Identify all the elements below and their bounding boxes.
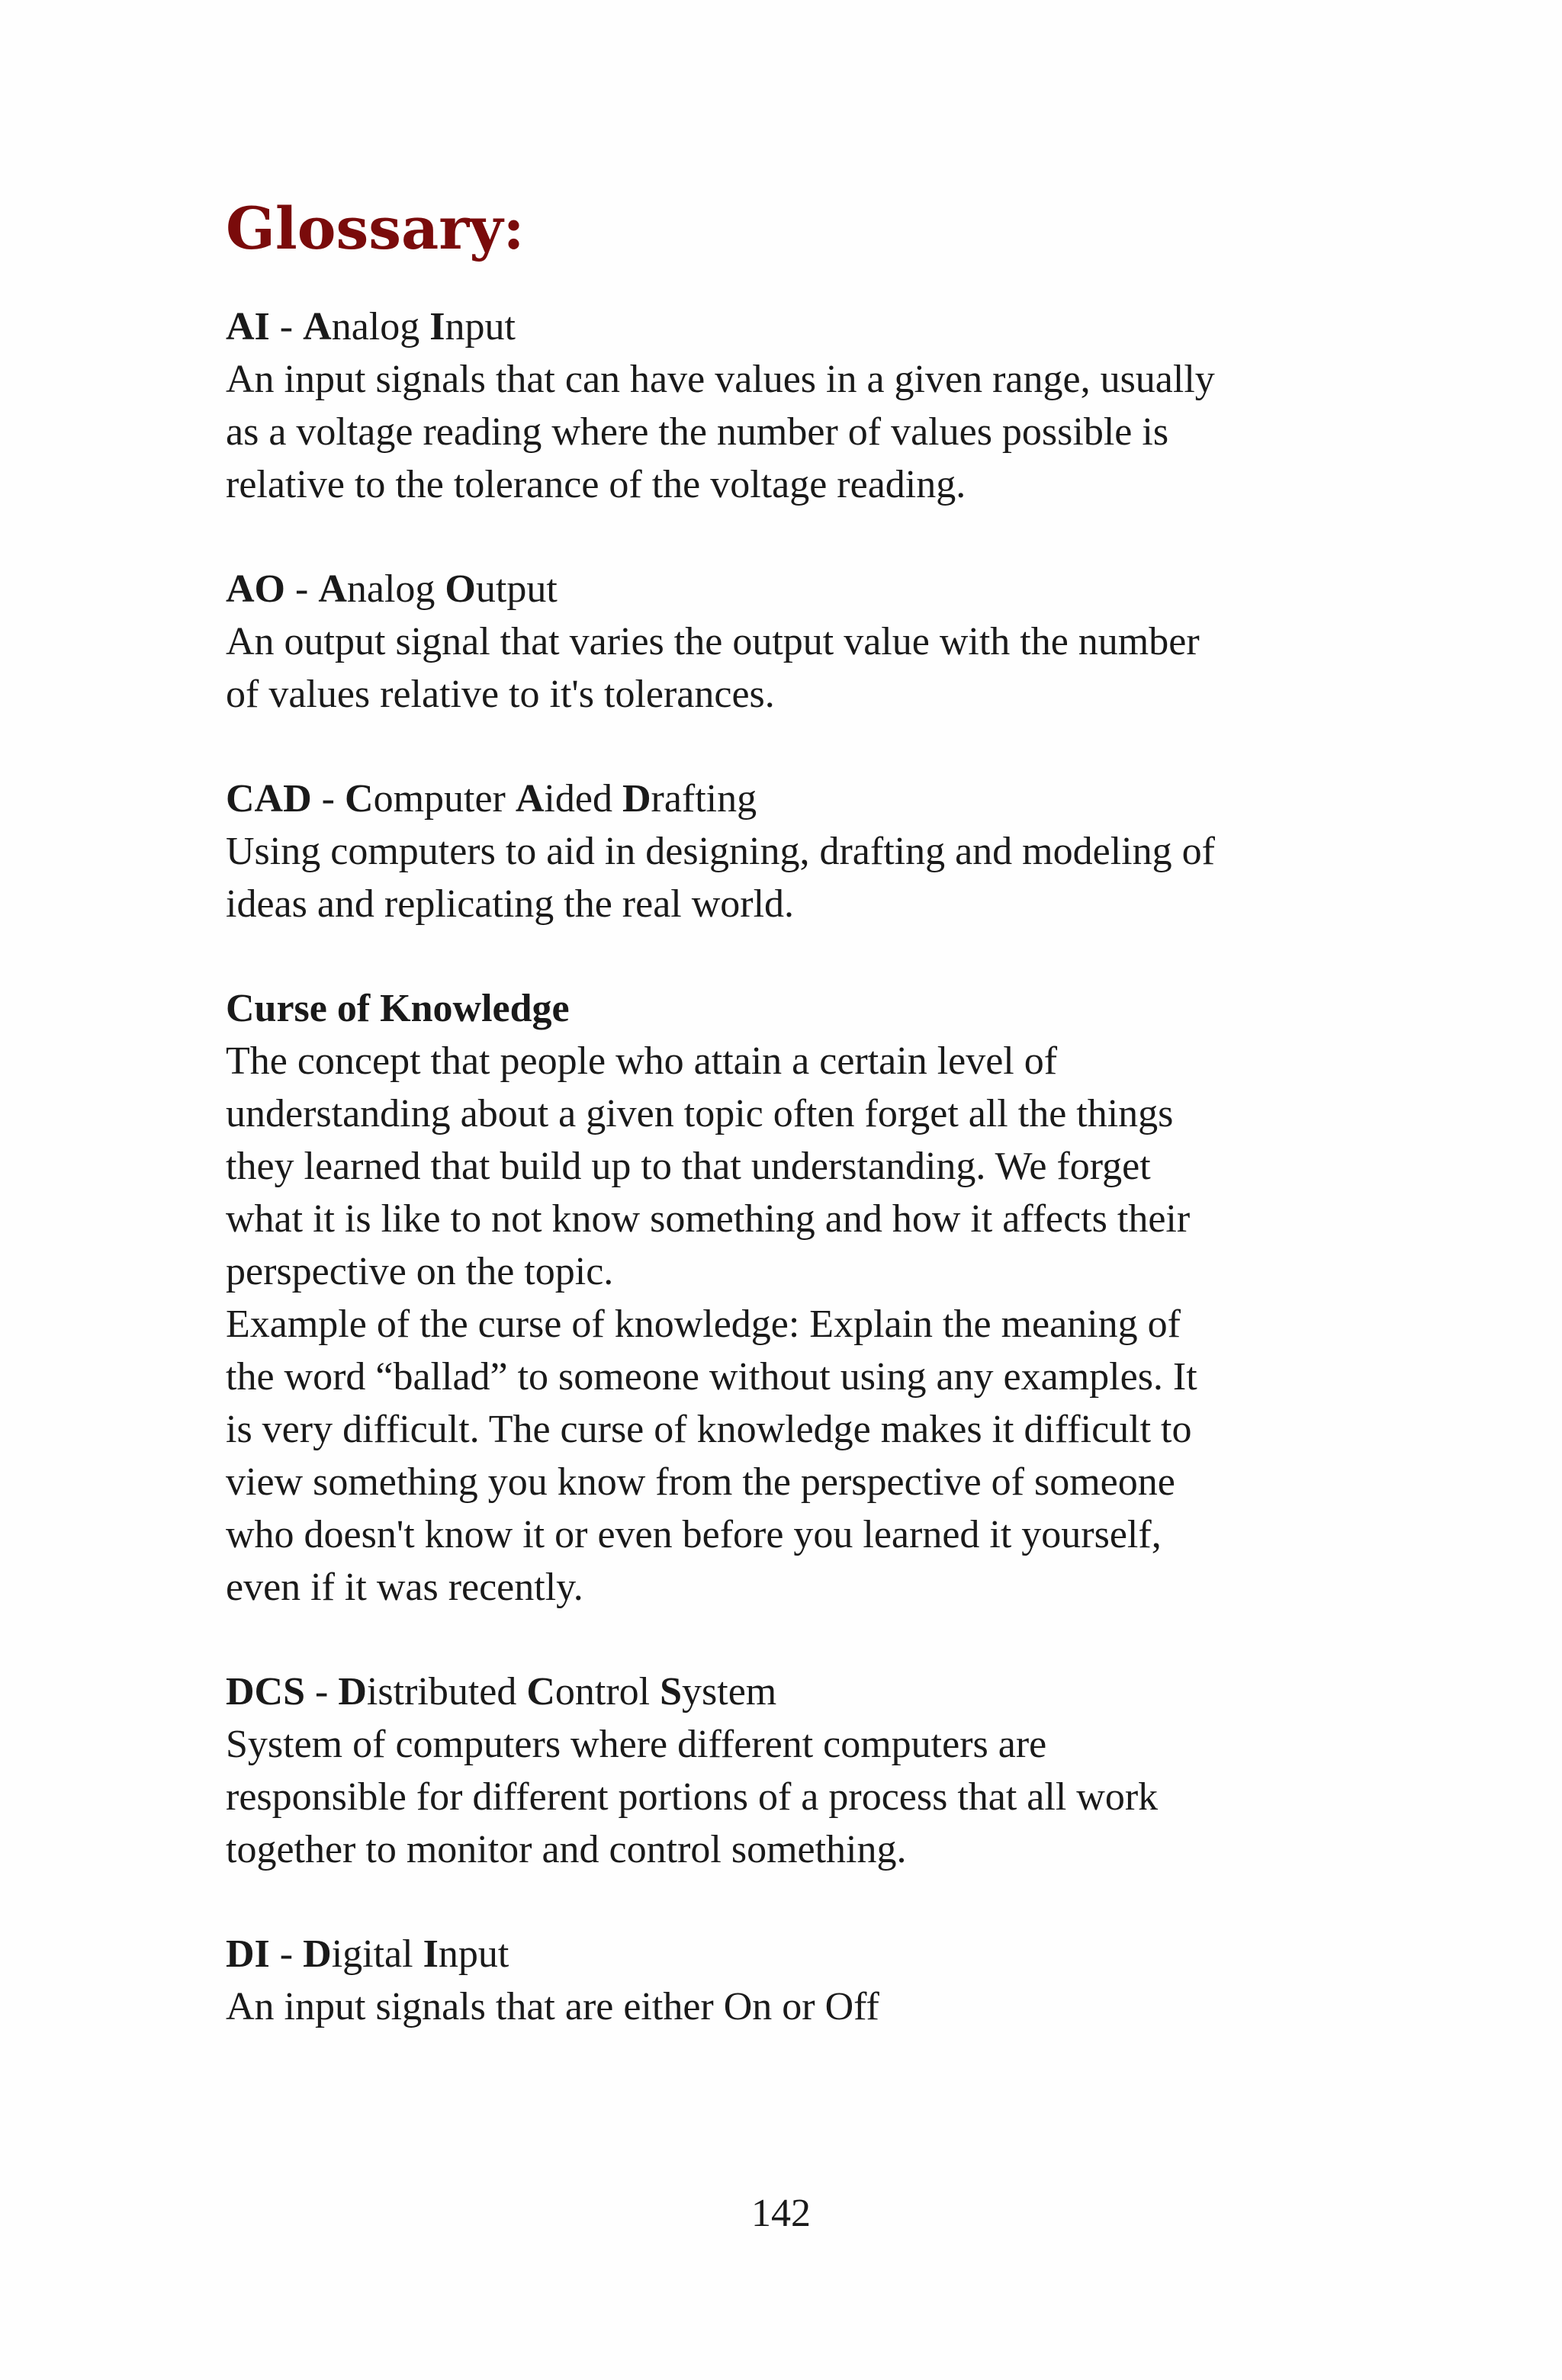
glossary-entry-curse-of-knowledge bbox=[226, 982, 1416, 1614]
glossary-entry-dcs bbox=[226, 1665, 1416, 1876]
page-title: Glossary: bbox=[226, 194, 525, 262]
entry-definition: System of computers where different computers are responsible for different portions of a process that all work together to monitor and control something. bbox=[226, 1723, 1159, 1871]
term-bold-text: Curse of Knowledge bbox=[226, 987, 570, 1030]
entry-term bbox=[226, 563, 1416, 615]
term-text: - bbox=[311, 777, 345, 821]
term-bold-text: D bbox=[303, 1932, 332, 1976]
entry-definition: An output signal that varies the output value with the number of values relative to it's tolerances. bbox=[226, 620, 1200, 716]
entry-definition: Using computers to aid in designing, drafting and modeling of ideas and replicating the real world. bbox=[226, 830, 1215, 926]
entry-definition: An input signals that are either On or Off bbox=[226, 1985, 879, 2028]
term-text: - bbox=[269, 1932, 304, 1976]
term-text: ystem bbox=[682, 1670, 777, 1714]
term-text: istributed bbox=[366, 1670, 527, 1714]
term-bold-text: I bbox=[429, 305, 445, 348]
term-bold-text: O bbox=[445, 567, 476, 611]
term-bold-text: AI bbox=[226, 305, 270, 348]
term-bold-text: A bbox=[515, 777, 545, 821]
term-bold-text: I bbox=[423, 1932, 439, 1976]
term-text: ided bbox=[544, 777, 622, 821]
glossary-entry-ai bbox=[226, 300, 1416, 511]
term-bold-text: C bbox=[345, 777, 374, 821]
term-text: nput bbox=[438, 1932, 509, 1976]
term-text: - bbox=[305, 1670, 339, 1714]
term-text: - bbox=[285, 567, 319, 611]
glossary-page bbox=[226, 194, 1416, 2033]
term-text: igital bbox=[331, 1932, 423, 1976]
term-text: - bbox=[269, 305, 304, 348]
term-bold-text: A bbox=[303, 305, 332, 348]
entry-definition: The concept that people who attain a certain level of understanding about a given topic often forget all the things they learned that build up to that understanding. We forget what it is like to not know something and how it affects their perspective on the topic. Example of the curse of knowledge: Explain the meaning of the word “ballad” to someone without using any examples. It is very difficult. The curse of knowledge makes it difficult to view something you know from the perspective of someone who doesn't know it or even before you learned it yourself, even if it was recently. bbox=[226, 1039, 1197, 1609]
term-bold-text: DI bbox=[226, 1932, 270, 1976]
term-text: nput bbox=[445, 305, 516, 348]
term-bold-text: CAD bbox=[226, 777, 312, 821]
term-text: nalog bbox=[346, 567, 445, 611]
term-text: ontrol bbox=[554, 1670, 660, 1714]
page-number: 142 bbox=[751, 2192, 811, 2235]
entry-term bbox=[226, 1665, 1416, 1718]
entry-definition: An input signals that can have values in a given range, usually as a voltage reading where the number of values possible is relative to the tolerance of the voltage reading. bbox=[226, 358, 1215, 506]
term-text: nalog bbox=[331, 305, 430, 348]
term-bold-text: D bbox=[622, 777, 651, 821]
term-bold-text: AO bbox=[226, 567, 285, 611]
glossary-entry-ao bbox=[226, 563, 1416, 721]
glossary-entry-cad bbox=[226, 772, 1416, 930]
glossary-entry-di bbox=[226, 1928, 1416, 2033]
term-bold-text: C bbox=[526, 1670, 555, 1714]
term-text: utput bbox=[475, 567, 558, 611]
term-text: omputer bbox=[373, 777, 516, 821]
entry-term bbox=[226, 1928, 1416, 1980]
entry-term bbox=[226, 300, 1416, 353]
term-bold-text: DCS bbox=[226, 1670, 306, 1714]
term-bold-text: D bbox=[338, 1670, 367, 1714]
term-bold-text: A bbox=[318, 567, 347, 611]
entry-term bbox=[226, 772, 1416, 825]
entry-term bbox=[226, 982, 1416, 1035]
term-bold-text: S bbox=[660, 1670, 683, 1714]
term-text: rafting bbox=[651, 777, 757, 821]
